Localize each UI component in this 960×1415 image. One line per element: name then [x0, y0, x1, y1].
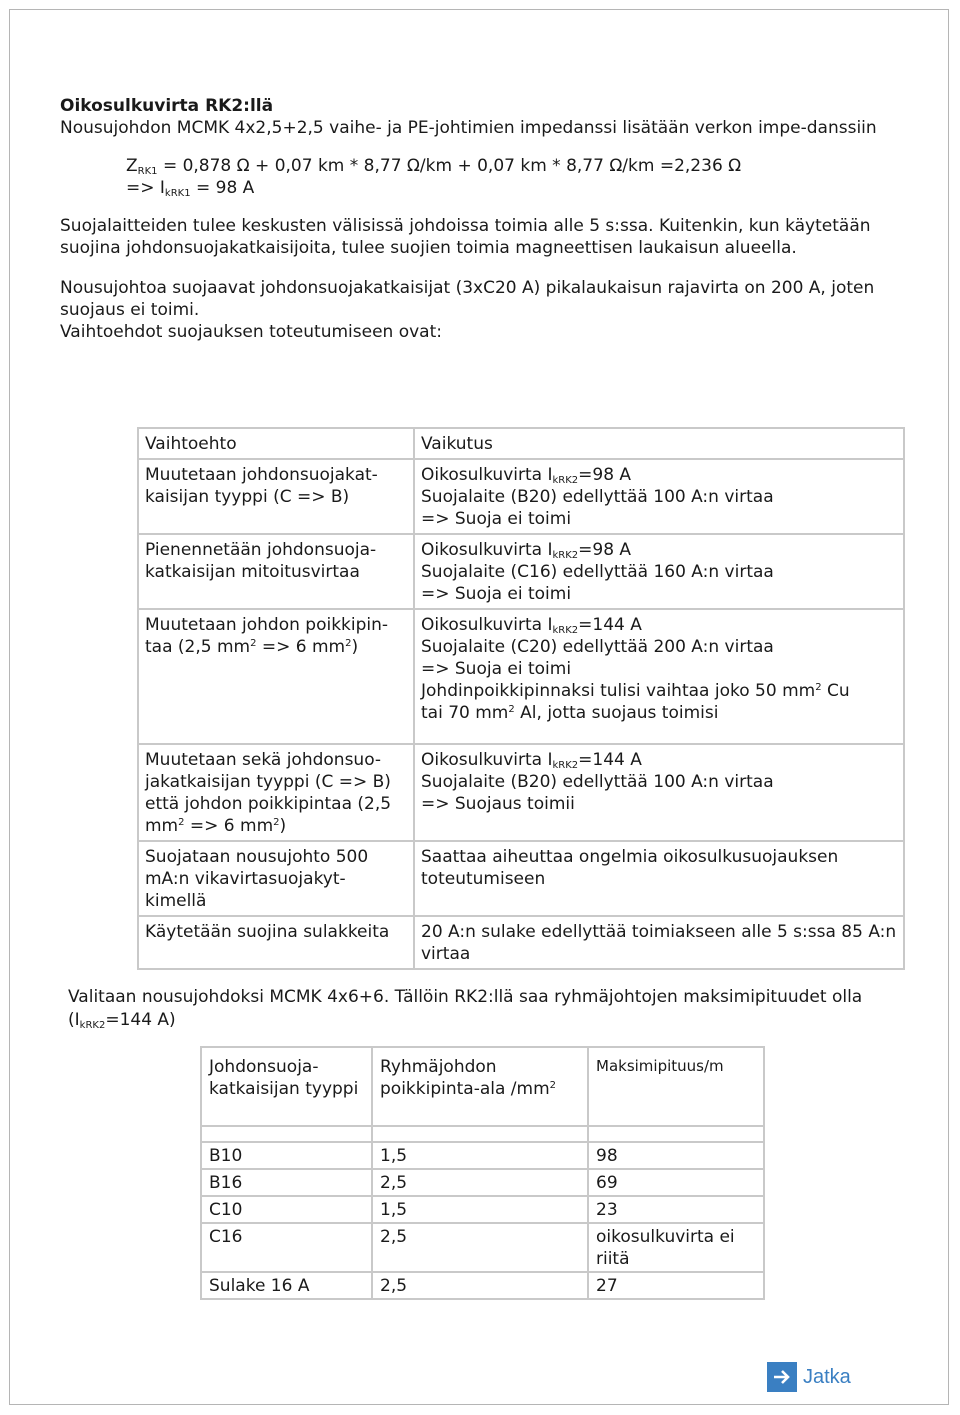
- header-effect: Vaikutus: [414, 428, 904, 459]
- table-row: [201, 1142, 764, 1169]
- cell-area: 1,5: [372, 1196, 588, 1223]
- superscript: 2: [250, 638, 257, 649]
- cell-length: oikosulkuvirta ei riitä: [588, 1223, 764, 1272]
- effect-cell: [414, 609, 904, 744]
- effect-line: Al, jotta suojaus toimisi: [514, 703, 719, 723]
- paragraph-breaker-limit: Nousujohtoa suojaavat johdonsuojakatkaisijat (3xC20 A) pikalaukaisun rajavirta on 200 A, joten suojaus ei toimi.: [60, 278, 875, 320]
- section-heading: Oikosulkuvirta RK2:llä: [60, 96, 274, 116]
- effect-value: =98 A: [578, 540, 632, 560]
- cell-type: B10: [201, 1142, 372, 1169]
- conclusion-text: =144 A): [105, 1010, 176, 1030]
- effect-cell: 20 A:n sulake edellyttää toimiakseen alle 5 s:ssa 85 A:n virtaa: [414, 916, 904, 969]
- spacer-row: [201, 1126, 764, 1142]
- table-row: [138, 916, 904, 969]
- arrow-right-icon: [767, 1362, 797, 1392]
- header-breaker-type: Johdonsuoja-katkaisijan tyyppi: [201, 1047, 372, 1126]
- cell-type: B16: [201, 1169, 372, 1196]
- option-text: Muutetaan johdon poikkipin-taa (2,5 mm: [145, 615, 389, 657]
- cell-type: C16: [201, 1223, 372, 1272]
- header-max-length: Maksimipituus/m: [588, 1047, 764, 1126]
- cell-length: 27: [588, 1272, 764, 1299]
- option-cell: Pienennetään johdonsuoja-katkaisijan mitoitusvirtaa: [138, 534, 414, 609]
- header-text: Ryhmäjohdon poikkipinta-ala /mm: [380, 1057, 550, 1099]
- z-symbol: Z: [126, 156, 138, 176]
- effect-line: Cu: [821, 681, 850, 701]
- effect-line: Suojalaite (B20) edellyttää 100 A:n virtaa: [421, 772, 774, 792]
- table-header-row: [138, 428, 904, 459]
- option-cell: Käytetään suojina sulakkeita: [138, 916, 414, 969]
- effect-cell: Saattaa aiheuttaa ongelmia oikosulkusuojauksen toteutumiseen: [414, 841, 904, 916]
- superscript: 2: [508, 704, 515, 715]
- effect-cell: [414, 459, 904, 534]
- table-row: [138, 459, 904, 534]
- option-text: => 6 mm: [256, 637, 346, 657]
- option-cell: Muutetaan johdonsuojakat-kaisijan tyyppi (C => B): [138, 459, 414, 534]
- formula-block: [126, 155, 900, 199]
- effect-value: =98 A: [578, 465, 632, 485]
- cell-area: 2,5: [372, 1169, 588, 1196]
- cell-type: C10: [201, 1196, 372, 1223]
- effect-cell: [414, 744, 904, 841]
- spacer-cell: [201, 1126, 372, 1142]
- option-cell: [138, 609, 414, 744]
- effect-line: Suojalaite (C20) edellyttää 200 A:n virtaa: [421, 637, 774, 657]
- effect-line: Suojalaite (B20) edellyttää 100 A:n virtaa: [421, 487, 774, 507]
- effect-result: => Suoja ei toimi: [421, 659, 572, 679]
- spacer-cell: [588, 1126, 764, 1142]
- table-header-row: [201, 1047, 764, 1126]
- effect-subscript: kRK2: [552, 550, 579, 561]
- table-row: [138, 609, 904, 744]
- formula-impedance: [126, 155, 900, 177]
- superscript: 2: [345, 638, 352, 649]
- paragraph-protection-time: Suojalaitteiden tulee keskusten välisissä johdoissa toimia alle 5 s:ssa. Kuitenkin, kun käytetään suojina johdonsuojakatkaisijoita, tulee suojien toimia magneettisen laukaisun alueella.: [60, 216, 871, 258]
- paragraph-options-intro: Vaihtoehdot suojauksen toteutumiseen ovat:: [60, 322, 442, 342]
- superscript: 2: [178, 817, 185, 828]
- effect-text: Oikosulkuvirta I: [421, 540, 553, 560]
- header-cross-section: [372, 1047, 588, 1126]
- effect-result: => Suoja ei toimi: [421, 584, 572, 604]
- table-row: [201, 1272, 764, 1299]
- next-page-label: Jatka: [803, 1365, 851, 1388]
- table-row: [201, 1169, 764, 1196]
- option-text: ): [351, 637, 359, 657]
- effect-result: => Suojaus toimii: [421, 794, 575, 814]
- next-page-button[interactable]: [767, 1361, 851, 1393]
- conclusion-subscript: kRK2: [79, 1020, 106, 1031]
- table-row: [201, 1223, 764, 1272]
- effect-text: Oikosulkuvirta I: [421, 750, 553, 770]
- table-row: [138, 534, 904, 609]
- intro-paragraph: Nousujohdon MCMK 4x2,5+2,5 vaihe- ja PE-johtimien impedanssi lisätään verkon impe-danssiin: [60, 118, 877, 138]
- options-table: [137, 427, 905, 970]
- spacer-cell: [372, 1126, 588, 1142]
- i-subscript: kRK1: [164, 188, 191, 199]
- effect-line: Suojalaite (C16) edellyttää 160 A:n virtaa: [421, 562, 774, 582]
- effect-line: tai 70 mm: [421, 703, 509, 723]
- effect-cell: [414, 534, 904, 609]
- cell-area: 2,5: [372, 1272, 588, 1299]
- z-subscript: RK1: [137, 166, 158, 177]
- cell-area: 2,5: [372, 1223, 588, 1272]
- cell-length: 23: [588, 1196, 764, 1223]
- effect-result: => Suoja ei toimi: [421, 509, 572, 529]
- conclusion-text: Valitaan nousujohdoksi MCMK 4x6+6. Tällöin RK2:llä saa ryhmäjohtojen maksimipituudet olla (I: [68, 987, 863, 1030]
- effect-text: Oikosulkuvirta I: [421, 465, 553, 485]
- option-cell: Suojataan nousujohto 500 mA:n vikavirtasuojakyt-kimellä: [138, 841, 414, 916]
- table-row: [138, 744, 904, 841]
- table-row: [201, 1196, 764, 1223]
- cell-length: 98: [588, 1142, 764, 1169]
- effect-value: =144 A: [578, 750, 642, 770]
- effect-value: =144 A: [578, 615, 642, 635]
- header-option: Vaihtoehto: [138, 428, 414, 459]
- effect-subscript: kRK2: [552, 475, 579, 486]
- effect-line: Johdinpoikkipinnaksi tulisi vaihtaa joko 50 mm: [421, 681, 816, 701]
- effect-text: Oikosulkuvirta I: [421, 615, 553, 635]
- effect-subscript: kRK2: [552, 625, 579, 636]
- i-expression: = 98 A: [195, 178, 255, 198]
- z-expression: = 0,878 Ω + 0,07 km * 8,77 Ω/km + 0,07 km * 8,77 Ω/km =2,236 Ω: [162, 156, 742, 176]
- superscript: 2: [815, 682, 822, 693]
- max-length-table: [200, 1046, 765, 1300]
- table-row: [138, 841, 904, 916]
- cell-area: 1,5: [372, 1142, 588, 1169]
- effect-subscript: kRK2: [552, 760, 579, 771]
- superscript: 2: [549, 1080, 557, 1091]
- cell-type: Sulake 16 A: [201, 1272, 372, 1299]
- option-text: ): [279, 816, 287, 836]
- option-text: => 6 mm: [184, 816, 274, 836]
- document-content: [60, 95, 900, 343]
- option-text: Muutetaan sekä johdonsuo-jakatkaisijan tyyppi (C => B) että johdon poikkipintaa (2,5 mm: [145, 750, 392, 836]
- i-prefix: => I: [126, 178, 165, 198]
- option-cell: [138, 744, 414, 841]
- superscript: 2: [273, 817, 280, 828]
- formula-current: [126, 177, 900, 199]
- conclusion-paragraph: [68, 986, 908, 1032]
- cell-length: 69: [588, 1169, 764, 1196]
